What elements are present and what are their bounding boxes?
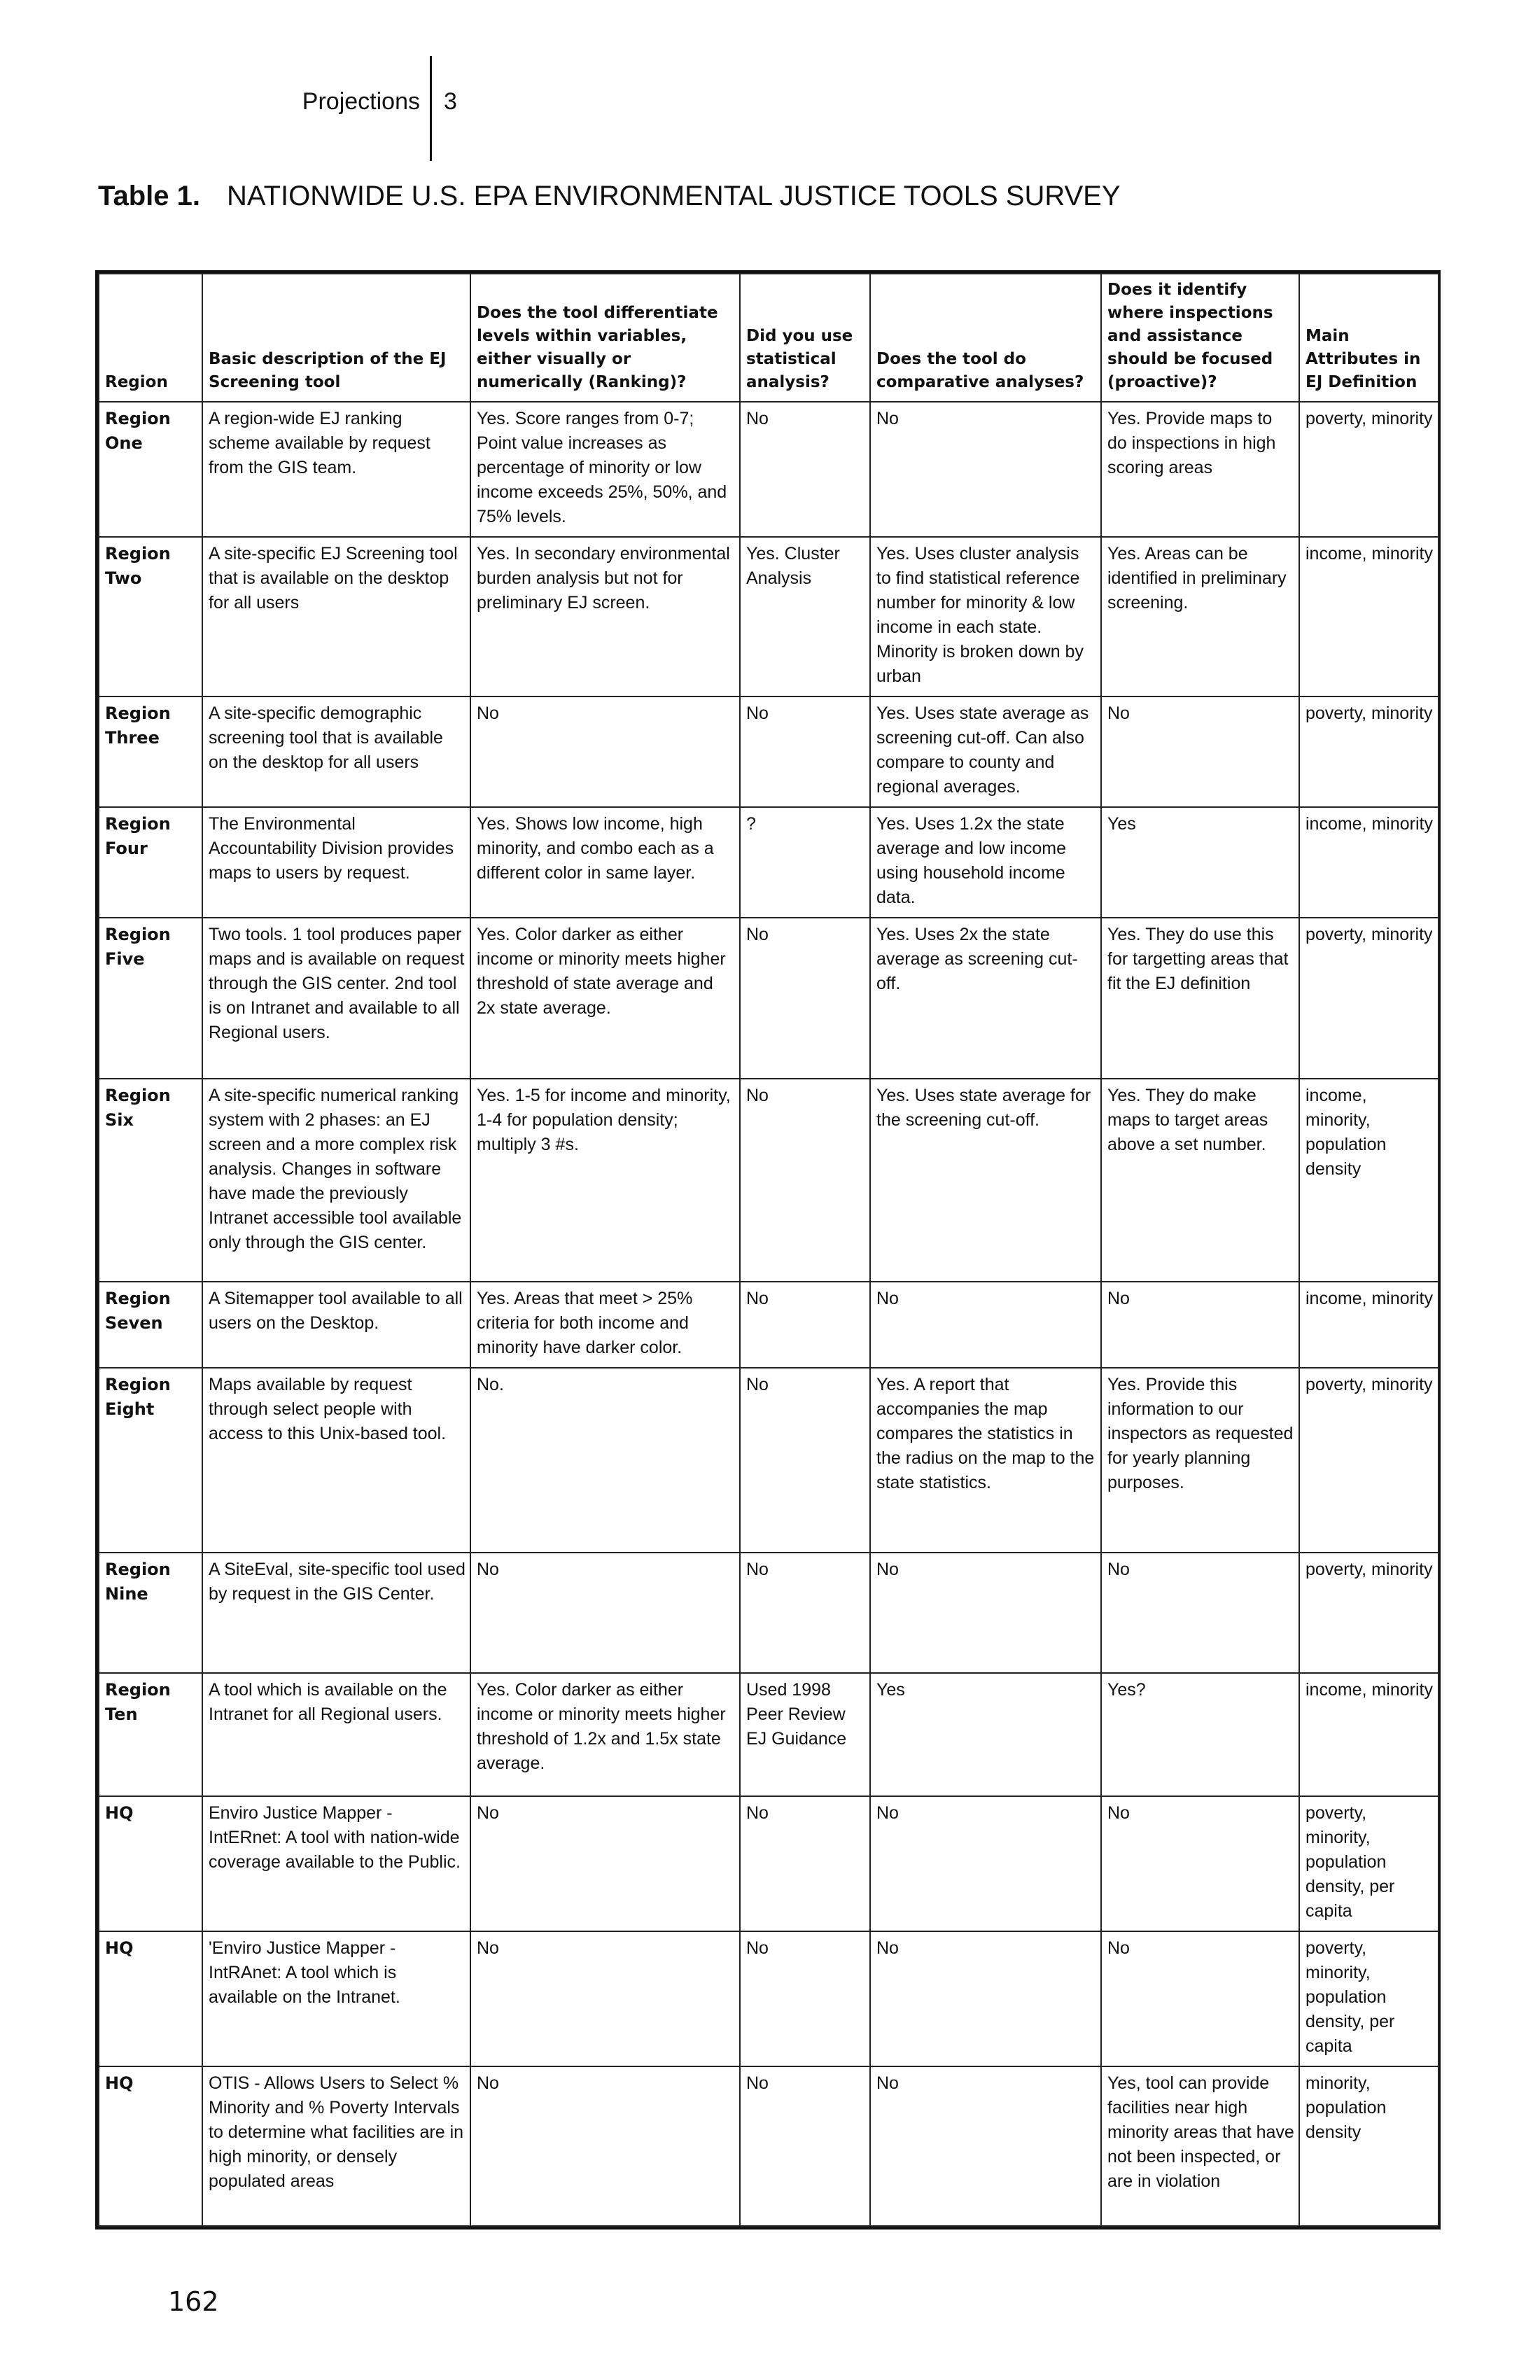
table-cell: No: [470, 696, 740, 807]
table-cell: No: [470, 1931, 740, 2066]
table-cell: No: [470, 1796, 740, 1931]
table-cell: Yes. Uses state average for the screening cut-off.: [870, 1079, 1101, 1282]
table-cell: poverty, minority: [1299, 696, 1438, 807]
table-cell: No: [740, 1368, 870, 1553]
table-cell: poverty, minority: [1299, 402, 1438, 537]
header-divider: [430, 56, 432, 161]
table-cell: Yes. Cluster Analysis: [740, 537, 870, 696]
table-cell: Yes. Provide this information to our inspectors as requested for yearly planning purposes.: [1101, 1368, 1299, 1553]
table-cell: income, minority, population density: [1299, 1079, 1438, 1282]
table-cell: No: [1101, 1931, 1299, 2066]
table-cell: No: [740, 1553, 870, 1673]
table-caption: NATIONWIDE U.S. EPA ENVIRONMENTAL JUSTICE TOOLS SURVEY: [226, 181, 1121, 211]
table-cell: No: [1101, 1553, 1299, 1673]
page-number: 162: [168, 2286, 219, 2317]
table-cell: Yes. In secondary environmental burden analysis but not for preliminary EJ screen.: [470, 537, 740, 696]
table-body: [99, 402, 1438, 2226]
table-cell: No: [870, 1796, 1101, 1931]
table-cell: poverty, minority: [1299, 1553, 1438, 1673]
table-cell: Yes. 1-5 for income and minority, 1-4 for population density; multiply 3 #s.: [470, 1079, 740, 1282]
table-cell: No: [870, 1931, 1101, 2066]
region-cell: Region Three: [99, 696, 202, 807]
region-cell: HQ: [99, 2066, 202, 2226]
region-cell: Region Two: [99, 537, 202, 696]
running-header-section: Projections: [302, 88, 420, 115]
table-cell: No: [1101, 696, 1299, 807]
survey-table-frame: [95, 270, 1441, 2230]
table-cell: income, minority: [1299, 807, 1438, 918]
table-cell: No: [740, 1931, 870, 2066]
table-cell: Yes?: [1101, 1673, 1299, 1796]
table-cell: Yes. They do use this for targetting areas that fit the EJ definition: [1101, 918, 1299, 1079]
table-cell: A site-specific EJ Screening tool that is available on the desktop for all users: [202, 537, 470, 696]
table-cell: No: [870, 2066, 1101, 2226]
table-cell: income, minority: [1299, 537, 1438, 696]
table-cell: Yes. Provide maps to do inspections in high scoring areas: [1101, 402, 1299, 537]
table-cell: Yes. A report that accompanies the map compares the statistics in the radius on the map to the state statistics.: [870, 1368, 1101, 1553]
table-row: [99, 1796, 1438, 1931]
table-row: [99, 537, 1438, 696]
table-number: Table 1.: [98, 181, 200, 211]
running-header: [0, 28, 1540, 133]
running-header-page: 3: [444, 88, 457, 115]
table-cell: poverty, minority, population density, per capita: [1299, 1796, 1438, 1931]
table-cell: No: [740, 1079, 870, 1282]
table-cell: Yes. Uses 1.2x the state average and low income using household income data.: [870, 807, 1101, 918]
region-cell: HQ: [99, 1796, 202, 1931]
table-cell: Two tools. 1 tool produces paper maps and is available on request through the GIS center. 2nd tool is on Intranet and available to all Regional users.: [202, 918, 470, 1079]
table-cell: No: [470, 2066, 740, 2226]
table-cell: A site-specific numerical ranking system with 2 phases: an EJ screen and a more complex risk analysis. Changes in software have made the previously Intranet accessible tool available only through the GIS center.: [202, 1079, 470, 1282]
table-cell: A region-wide EJ ranking scheme available by request from the GIS team.: [202, 402, 470, 537]
table-cell: minority, population density: [1299, 2066, 1438, 2226]
table-cell: No: [1101, 1796, 1299, 1931]
table-cell: Yes. Areas can be identified in preliminary screening.: [1101, 537, 1299, 696]
table-cell: Enviro Justice Mapper - IntERnet: A tool with nation-wide coverage available to the Public.: [202, 1796, 470, 1931]
table-cell: Yes. Uses cluster analysis to find statistical reference number for minority & low income in each state. Minority is broken down by urban: [870, 537, 1101, 696]
table-cell: poverty, minority: [1299, 1368, 1438, 1553]
table-row: [99, 1673, 1438, 1796]
table-cell: Yes: [1101, 807, 1299, 918]
table-cell: No: [740, 696, 870, 807]
table-row: [99, 1368, 1438, 1553]
table-cell: No.: [470, 1368, 740, 1553]
table-cell: No: [740, 2066, 870, 2226]
table-cell: No: [740, 918, 870, 1079]
table-row: [99, 1079, 1438, 1282]
table-row: [99, 2066, 1438, 2226]
table-cell: 'Enviro Justice Mapper - IntRAnet: A tool which is available on the Intranet.: [202, 1931, 470, 2066]
region-cell: HQ: [99, 1931, 202, 2066]
table-cell: income, minority: [1299, 1282, 1438, 1368]
table-cell: No: [870, 1282, 1101, 1368]
region-cell: Region Six: [99, 1079, 202, 1282]
table-cell: No: [870, 1553, 1101, 1673]
table-row: [99, 1931, 1438, 2066]
table-cell: Yes, tool can provide facilities near high minority areas that have not been inspected, or are in violation: [1101, 2066, 1299, 2226]
table-cell: Yes. Areas that meet > 25% criteria for both income and minority have darker color.: [470, 1282, 740, 1368]
column-header: Does it identify where inspections and assistance should be focused (proactive)?: [1101, 274, 1299, 402]
region-cell: Region Ten: [99, 1673, 202, 1796]
region-cell: Region Nine: [99, 1553, 202, 1673]
table-cell: Yes. Score ranges from 0-7; Point value increases as percentage of minority or low income exceeds 25%, 50%, and 75% levels.: [470, 402, 740, 537]
table-cell: income, minority: [1299, 1673, 1438, 1796]
table-cell: Used 1998 Peer Review EJ Guidance: [740, 1673, 870, 1796]
region-cell: Region Eight: [99, 1368, 202, 1553]
table-cell: A Sitemapper tool available to all users on the Desktop.: [202, 1282, 470, 1368]
survey-table: [98, 273, 1439, 2227]
table-cell: Yes. Uses 2x the state average as screening cut-off.: [870, 918, 1101, 1079]
table-cell: ?: [740, 807, 870, 918]
table-title: [98, 181, 1121, 212]
table-cell: Yes. Uses state average as screening cut-off. Can also compare to county and regional averages.: [870, 696, 1101, 807]
table-row: [99, 1282, 1438, 1368]
column-header: Basic description of the EJ Screening tool: [202, 274, 470, 402]
table-cell: Maps available by request through select people with access to this Unix-based tool.: [202, 1368, 470, 1553]
table-row: [99, 402, 1438, 537]
region-cell: Region Four: [99, 807, 202, 918]
table-row: [99, 918, 1438, 1079]
table-cell: No: [470, 1553, 740, 1673]
table-cell: A site-specific demographic screening tool that is available on the desktop for all users: [202, 696, 470, 807]
table-row: [99, 696, 1438, 807]
table-cell: No: [740, 1282, 870, 1368]
table-cell: A tool which is available on the Intranet for all Regional users.: [202, 1673, 470, 1796]
column-header: Does the tool do comparative analyses?: [870, 274, 1101, 402]
table-cell: poverty, minority: [1299, 918, 1438, 1079]
column-header: Does the tool differentiate levels within variables, either visually or numerically (Ranking)?: [470, 274, 740, 402]
table-row: [99, 1553, 1438, 1673]
table-header-row: [99, 274, 1438, 402]
column-header: Region: [99, 274, 202, 402]
column-header: Did you use statistical analysis?: [740, 274, 870, 402]
table-cell: No: [740, 1796, 870, 1931]
region-cell: Region One: [99, 402, 202, 537]
table-cell: Yes. Color darker as either income or minority meets higher threshold of state average and 2x state average.: [470, 918, 740, 1079]
column-header: Main Attributes in EJ Definition: [1299, 274, 1438, 402]
table-cell: A SiteEval, site-specific tool used by request in the GIS Center.: [202, 1553, 470, 1673]
table-row: [99, 807, 1438, 918]
table-cell: Yes: [870, 1673, 1101, 1796]
table-cell: Yes. They do make maps to target areas above a set number.: [1101, 1079, 1299, 1282]
table-cell: Yes. Shows low income, high minority, and combo each as a different color in same layer.: [470, 807, 740, 918]
region-cell: Region Seven: [99, 1282, 202, 1368]
table-cell: No: [870, 402, 1101, 537]
table-cell: The Environmental Accountability Division provides maps to users by request.: [202, 807, 470, 918]
table-cell: Yes. Color darker as either income or minority meets higher threshold of 1.2x and 1.5x state average.: [470, 1673, 740, 1796]
table-cell: No: [740, 402, 870, 537]
region-cell: Region Five: [99, 918, 202, 1079]
table-cell: poverty, minority, population density, per capita: [1299, 1931, 1438, 2066]
table-cell: OTIS - Allows Users to Select % Minority and % Poverty Intervals to determine what facilities are in high minority, or densely populated areas: [202, 2066, 470, 2226]
table-cell: No: [1101, 1282, 1299, 1368]
